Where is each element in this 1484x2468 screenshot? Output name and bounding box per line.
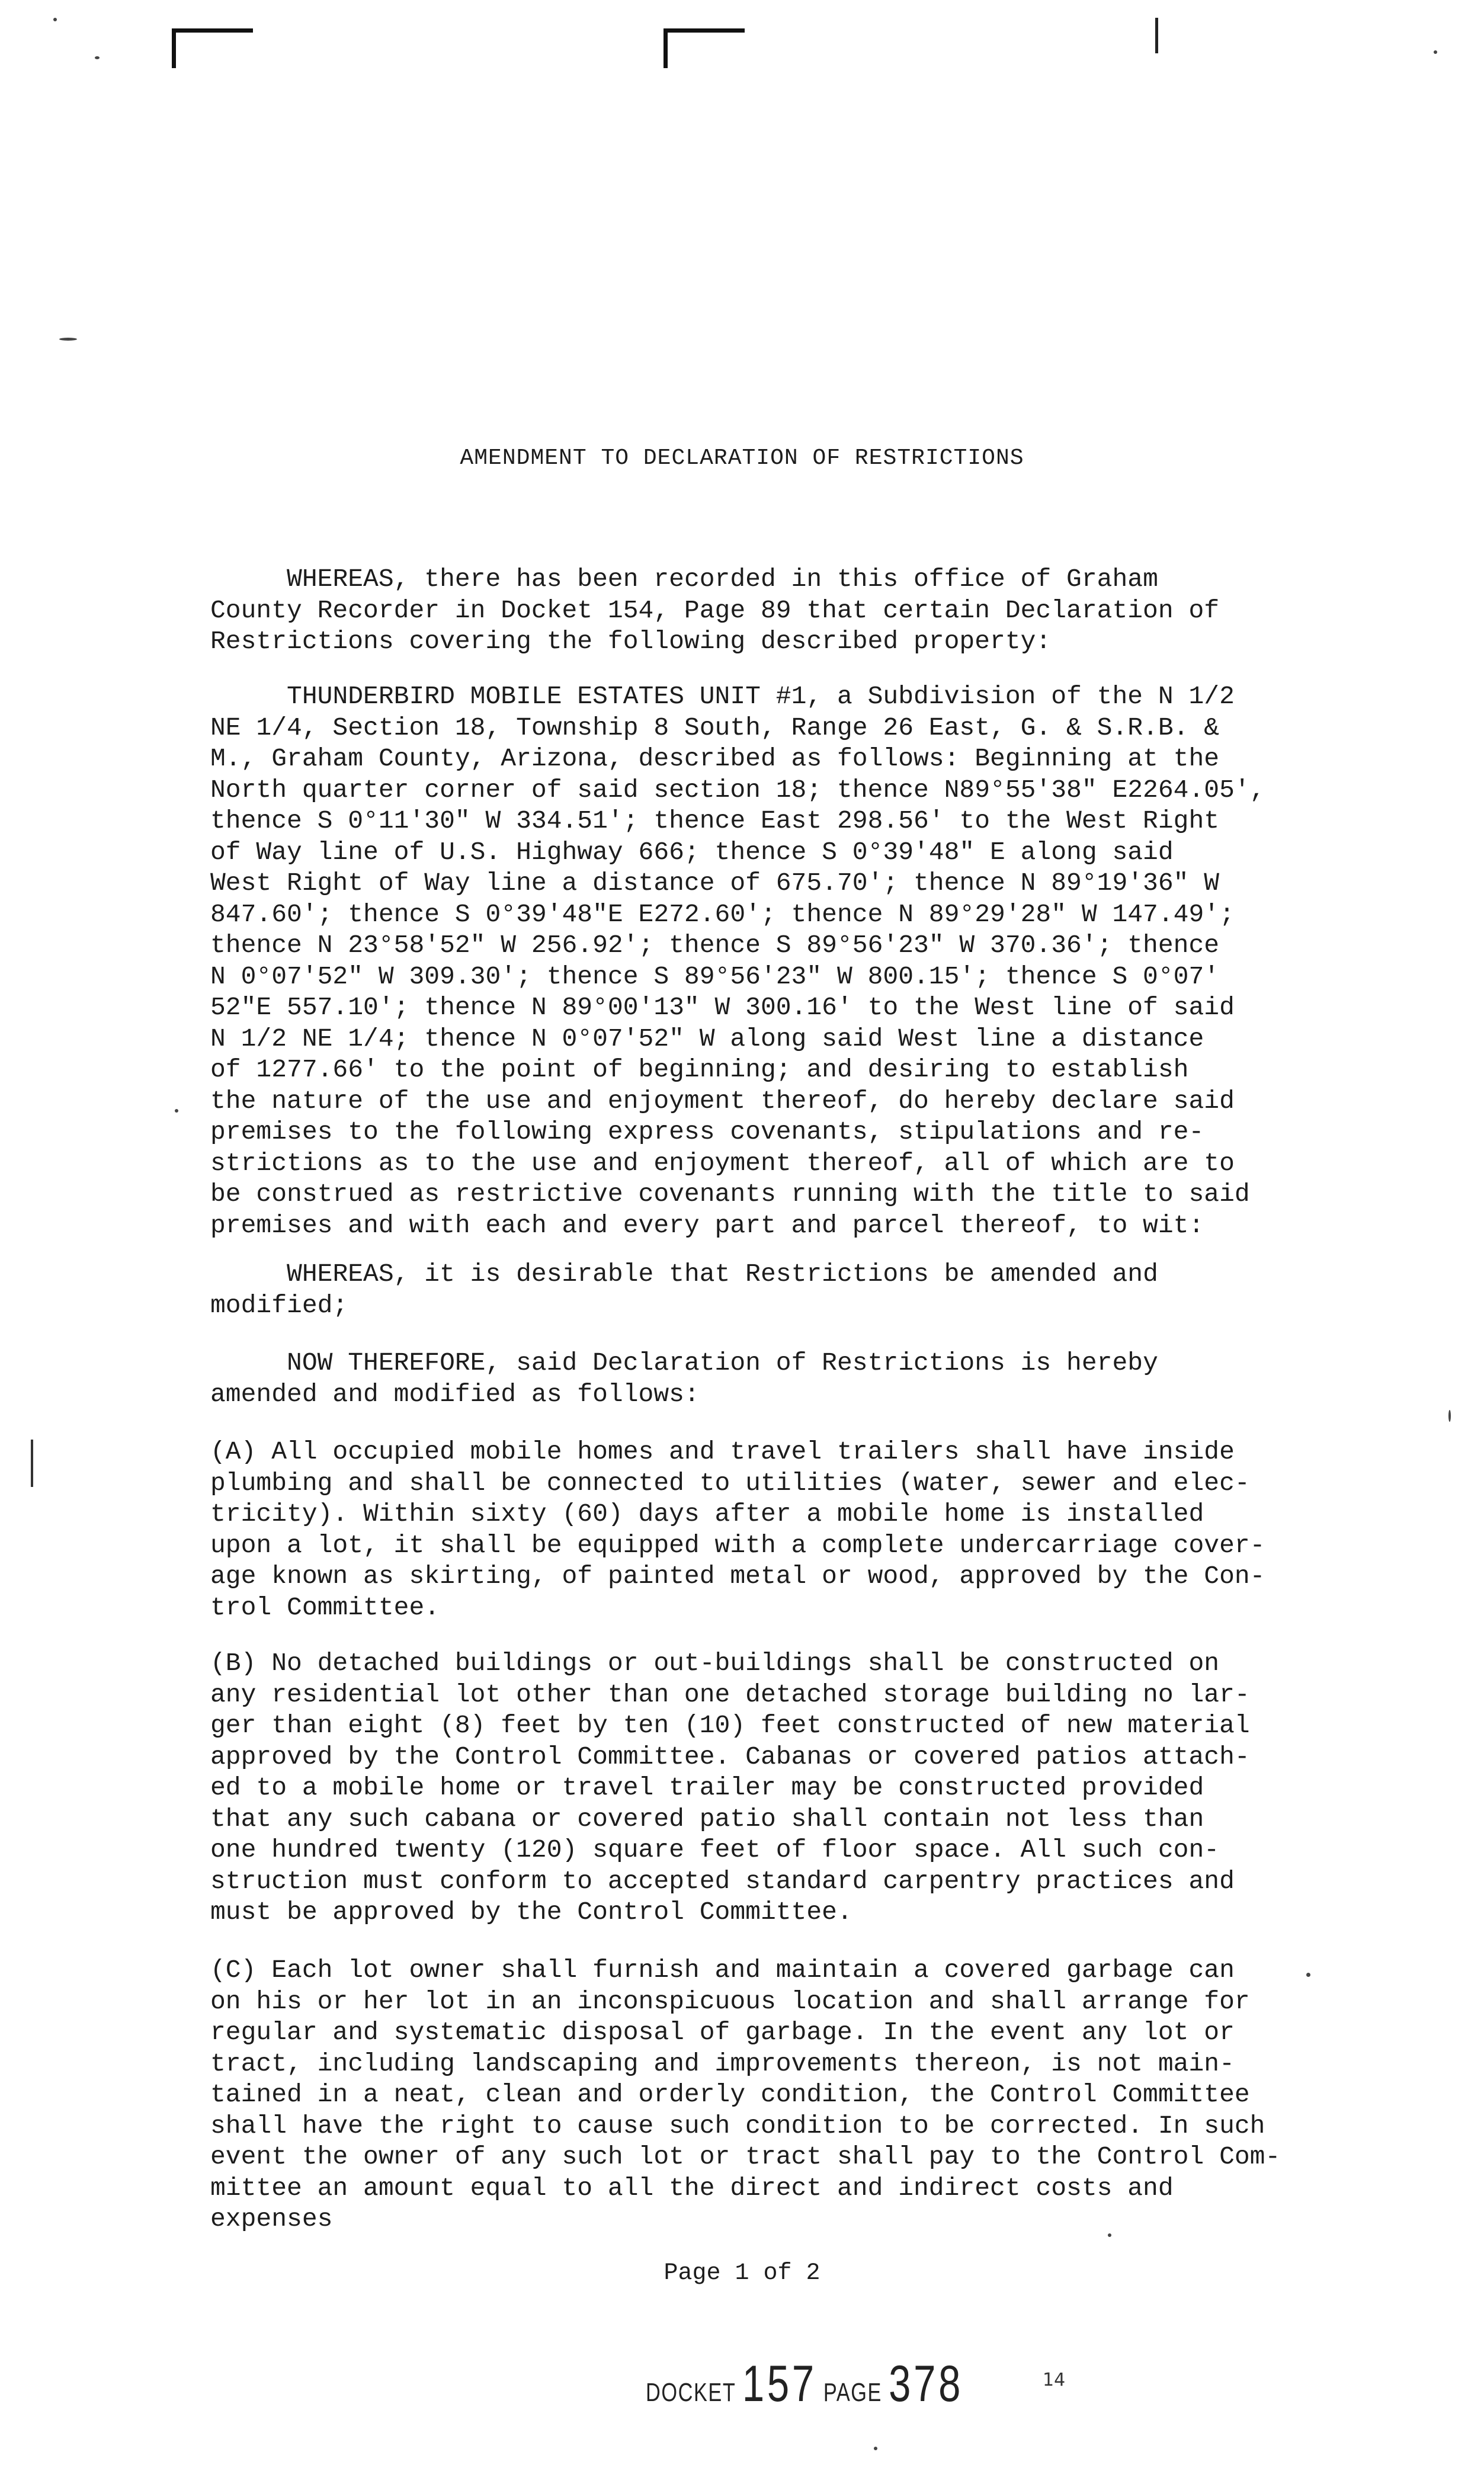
- scan-tick-mark: [1155, 18, 1158, 53]
- scan-speck: [59, 338, 77, 341]
- clause-a-paragraph: (A) All occupied mobile homes and travel trailers shall have inside plumbing and shall be connected to utilities (water, sewer and elec- tricity). Within sixty (60) days after a mobile home is installed upon a lot, it shall be equipped with a complete undercarriage cover- age known as skirting, of painted metal or wood, approved by the Con- trol Committee.: [210, 1437, 1265, 1622]
- docket-page-value: 378: [889, 2355, 964, 2412]
- scan-speck: [175, 1109, 178, 1113]
- now-therefore-paragraph: NOW THEREFORE, said Declaration of Restrictions is hereby amended and modified as follows:: [210, 1348, 1158, 1409]
- whereas-recorded-paragraph: WHEREAS, there has been recorded in this office of Graham County Recorder in Docket 154, Page 89 that certain Declaration of Restrictions covering the following described property:: [210, 565, 1220, 656]
- scan-speck: [1306, 1973, 1310, 1977]
- docket-number: 157: [742, 2355, 817, 2412]
- legal-description-paragraph: THUNDERBIRD MOBILE ESTATES UNIT #1, a Subdivision of the N 1/2 NE 1/4, Section 18, Township 8 South, Range 26 East, G. & S.R.B. & M., Graham County, Arizona, described as follows: Beginning at the North quarter corner of said section 18; thence N89°55'38" E2264.05', thence S 0°11'30" W 334.51'; thence East 298.56' to the West Right of Way line of U.S. Highway 666; thence S 0°39'48" E along said West Right of Way line a distance of 675.70'; thence N 89°19'36" W 847.60'; thence S 0°39'48"E E272.60'; thence N 89°29'28" W 147.49'; thence N 23°58'52" W 256.92'; thence S 89°56'23" W 370.36'; thence N 0°07'52" W 309.30'; thence S 89°56'23" W 800.15'; thence S 0°07' 52"E 557.10'; thence N 89°00'13" W 300.16' to the West line of said N 1/2 NE 1/4; thence N 0°07'52" W along said West line a distance of 1277.66' to the point of beginning; and desiring to establish the nature of the use and enjoyment thereof, do hereby declare said premises to the following express covenants, stipulations and re- strictions as to the use and enjoyment thereof, all of which are to be construed as restrictive covenants running with the title to said premises and with each and every part and parcel thereof, to wit:: [210, 682, 1265, 1240]
- clause-c-paragraph: (C) Each lot owner shall furnish and maintain a covered garbage can on his or her lot in an inconspicuous location and shall arrange for regular and systematic disposal of garbage. In the event any lot or tract, including landscaping and improvements thereon, is not main- tained in a neat, clean and orderly condition, the Control Committee shall have the right to cause such condition to be corrected. In such event the owner of any such lot or tract shall pay to the Control Com- mittee an amount equal to all the direct and indirect costs and expenses: [210, 1956, 1281, 2233]
- scan-speck: [1448, 1410, 1451, 1422]
- scan-margin-mark: [31, 1440, 33, 1487]
- scan-speck: [95, 56, 100, 59]
- docket-stamp: [646, 2355, 963, 2413]
- clause-b-paragraph: (B) No detached buildings or out-buildings shall be constructed on any residential lot other than one detached storage building no lar- ger than eight (8) feet by ten (10) feet constructed of new material approved by the Control Committee. Cabanas or covered patios attach- ed to a mobile home or travel trailer may be constructed provided that any such cabana or covered patio shall contain not less than one hundred twenty (120) square feet of floor space. All such con- struction must conform to accepted standard carpentry practices and must be approved by the Control Committee.: [210, 1649, 1250, 1927]
- docket-label: DOCKET: [646, 2378, 736, 2407]
- scan-speck: [874, 2447, 877, 2450]
- docket-page-label: PAGE: [823, 2378, 883, 2407]
- scan-speck: [1434, 50, 1437, 54]
- whereas-desirable-paragraph: WHEREAS, it is desirable that Restrictions be amended and modified;: [210, 1259, 1158, 1320]
- page-number: Page 1 of 2: [664, 2260, 820, 2287]
- scan-speck: [53, 18, 57, 21]
- document-title: AMENDMENT TO DECLARATION OF RESTRICTIONS: [460, 445, 1024, 471]
- scan-corner-mark-center: [664, 28, 745, 68]
- scan-corner-mark-left: [172, 28, 253, 68]
- stamp-mark: 14: [1043, 2370, 1066, 2390]
